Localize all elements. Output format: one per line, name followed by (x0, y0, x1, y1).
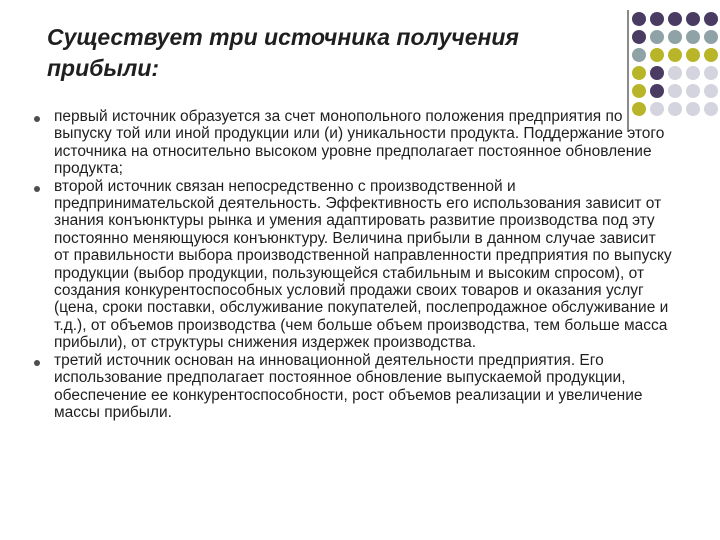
decorative-dot (650, 12, 664, 26)
bullet-list (34, 108, 674, 421)
decorative-dot (704, 48, 718, 62)
bullet-text: первый источник образуется за счет монопольного положения предприятия по выпуску той или иной продукции или (и) уникальности продукта. Поддержание этого источника на относительно высоком уровне предполагает постоянное обновление продукта; (54, 108, 665, 178)
bullet-text: третий источник основан на инновационной деятельности предприятия. Его использование предполагает постоянное обновление выпускаемой продукции, обеспечение ее конкурентоспособности, рост объемов реализации и увеличение массы прибыли. (54, 351, 643, 421)
decorative-dot-grid (632, 12, 720, 122)
decorative-dot (650, 48, 664, 62)
bullet-text: второй источник связан непосредственно с производственной и предпринимательской деятельность. Эффективность его использования зависит от знания конъюнктуры рынка и умения адаптировать развитие производства под эту постоянно меняющуюся конъюнктуру. Величина прибыли в данном случае зависит от правильности выбора производственной направленности предприятия по выпуску продукции (выбор продукции, пользующейся стабильным и высоким спросом), от создания конкурентоспособных условий продажи своих товаров и оказания услуг (цена, сроки поставки, обслуживание покупателей, послепродажное обслуживание и т.д.), от объемов производства (чем больше объем производства, тем больше масса прибыли), от структуры снижения издержек производства. (54, 177, 672, 352)
decorative-dot (686, 102, 700, 116)
decorative-dot (704, 84, 718, 98)
bullet-icon (34, 186, 40, 192)
decorative-dot (632, 48, 646, 62)
decorative-dot (686, 30, 700, 44)
decorative-dot (668, 12, 682, 26)
bullet-icon (34, 116, 40, 122)
decorative-dot (632, 66, 646, 80)
decorative-dot (668, 48, 682, 62)
decorative-dot (632, 84, 646, 98)
decorative-dot (686, 12, 700, 26)
decorative-dot (704, 66, 718, 80)
decorative-dot (704, 30, 718, 44)
decorative-dot (650, 84, 664, 98)
bullet-item-3 (34, 352, 674, 422)
bullet-icon (34, 360, 40, 366)
decorative-dot (704, 12, 718, 26)
decorative-dot (668, 66, 682, 80)
decorative-dot (650, 66, 664, 80)
decorative-dot (686, 84, 700, 98)
decorative-dot (668, 84, 682, 98)
decorative-dot (686, 66, 700, 80)
decorative-dot (632, 30, 646, 44)
decorative-dot (632, 12, 646, 26)
slide-title: Существует три источника получения прибыли: (47, 24, 519, 81)
decorative-dot (668, 30, 682, 44)
bullet-item-1 (34, 108, 674, 178)
decorative-dot (650, 30, 664, 44)
decorative-dot (704, 102, 718, 116)
decorative-dot (686, 48, 700, 62)
bullet-item-2 (34, 178, 674, 352)
